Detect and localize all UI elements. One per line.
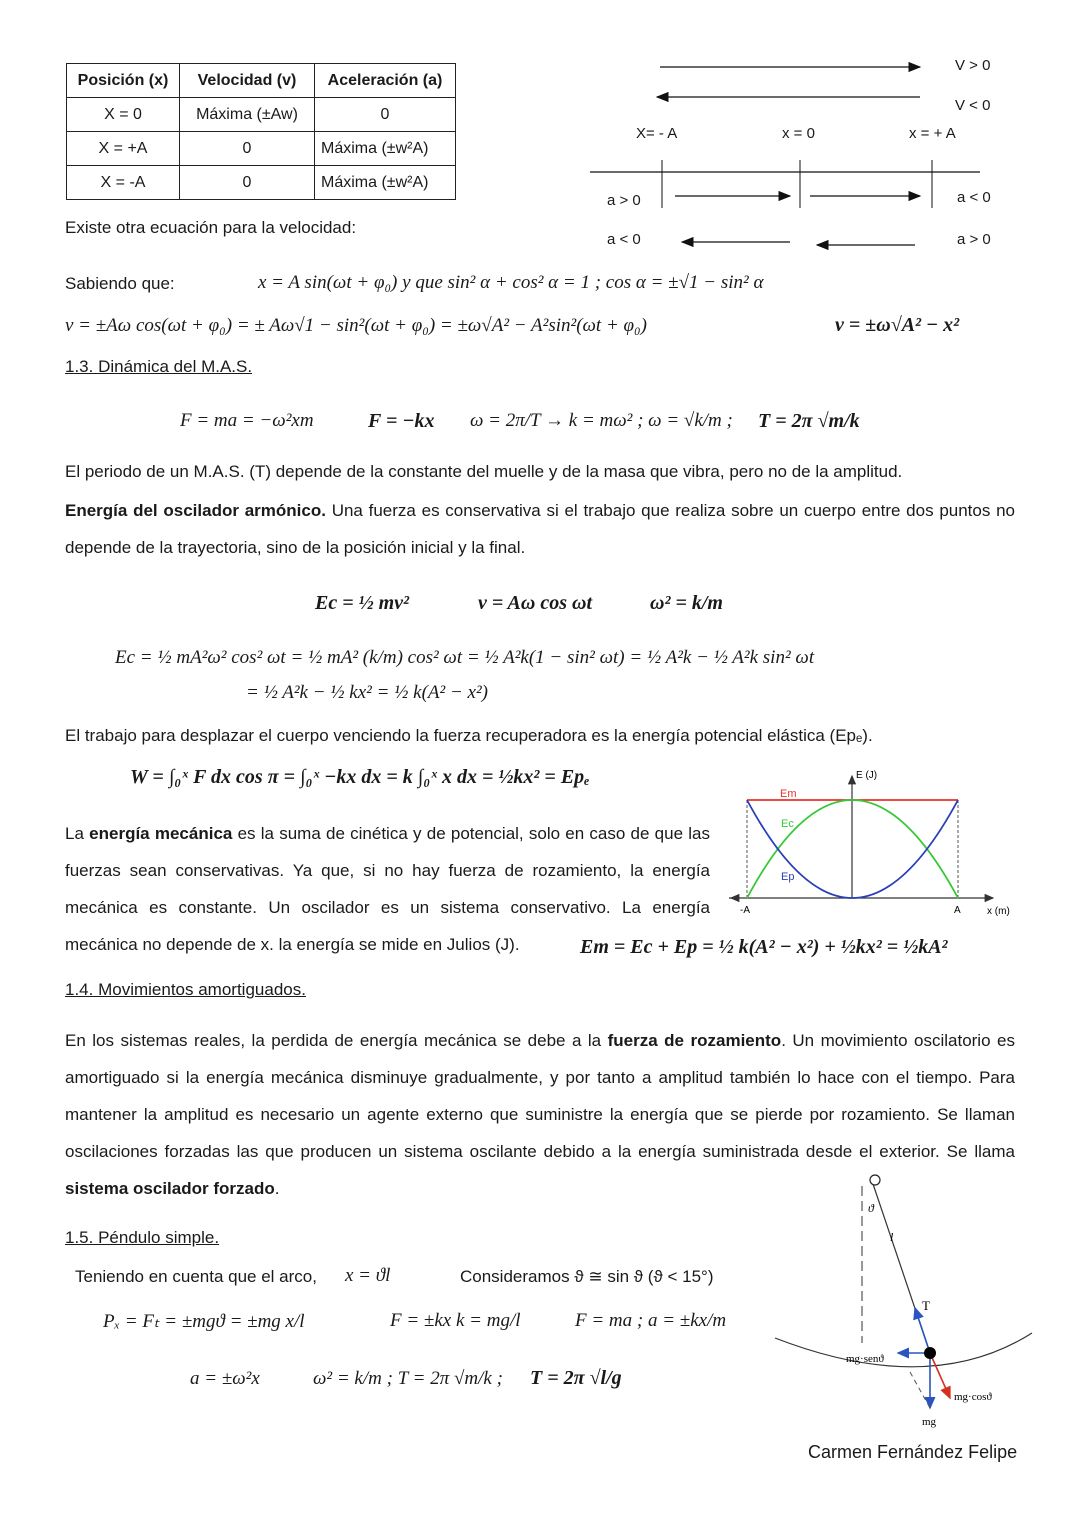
work-text: El trabajo para desplazar el cuerpo venciendo la fuerza recuperadora es la energía potencial elástica (Epₑ). bbox=[65, 726, 873, 745]
identity-equation: x = A sin(ωt + φ₀) y que sin² α + cos² α = 1 ; cos α = ±√1 − sin² α bbox=[258, 272, 764, 293]
table-cell: X = -A bbox=[67, 166, 180, 200]
mechanical-text: es la suma de cinética y de potencial, solo en caso de que las fuerzas sean conservativas. Ya que, si no hay fuerza de rozamiento, la energía mecánica es constante. Un oscilador es un sistema conservativo. La energía mecánica no depende de x. la energía se mide en Julios (J). bbox=[65, 824, 710, 954]
pendulum-heading: 1.5. Péndulo simple. bbox=[65, 1228, 220, 1247]
energy-text: Una fuerza es conservativa si el trabajo que realiza sobre un cuerpo entre dos puntos no depende de la trayectoria, sino de la posición inicial y la final. bbox=[65, 501, 1016, 557]
table-cell: 0 bbox=[180, 166, 315, 200]
graph-x-label: x (m) bbox=[987, 906, 1010, 917]
table-cell: Máxima (±Aw) bbox=[180, 98, 315, 132]
pivot-icon bbox=[870, 1175, 880, 1185]
theta-label: ϑ bbox=[868, 1201, 874, 1215]
mechanical-pre: La bbox=[65, 824, 84, 843]
f-ma-equation: F = ma ; a = ±kx/m bbox=[575, 1310, 727, 1331]
table-row bbox=[67, 98, 456, 132]
table-cell: Máxima (±w²A) bbox=[315, 132, 456, 166]
em-label: Em bbox=[780, 788, 797, 800]
a-negative-right-label: a < 0 bbox=[957, 189, 991, 206]
omega-squared-equation: ω² = k/m bbox=[650, 592, 723, 614]
mechanical-bold: energía mecánica bbox=[89, 824, 233, 843]
other-equation-text: Existe otra ecuación para la velocidad: bbox=[65, 218, 357, 237]
kinetic-energy-equation: Ec = ½ mv² bbox=[315, 592, 410, 614]
motion-table bbox=[66, 63, 456, 200]
x-plus-a-label: x = + A bbox=[909, 125, 956, 142]
f-kx-equation: F = ±kx k = mg/l bbox=[390, 1310, 521, 1331]
a-positive-right-label: a > 0 bbox=[957, 231, 991, 248]
x-zero-label: x = 0 bbox=[782, 125, 815, 142]
projection-line bbox=[910, 1372, 930, 1408]
damped-bold-2: sistema oscilador forzado bbox=[65, 1179, 275, 1198]
energy-paragraph bbox=[65, 492, 1015, 566]
arc-path bbox=[775, 1333, 1032, 1367]
table-header-row bbox=[67, 64, 456, 98]
arc-text: Teniendo en cuenta que el arco, bbox=[75, 1267, 317, 1286]
table-cell: Máxima (±w²A) bbox=[315, 166, 456, 200]
graph-pos-a: A bbox=[954, 905, 961, 916]
omega-equation: ω = 2π/T → k = mω² ; ω = √k/m ; bbox=[470, 410, 733, 431]
kinetic-result-equation: = ½ A²k − ½ kx² = ½ k(A² − x²) bbox=[246, 682, 489, 703]
normal-arrow bbox=[930, 1353, 950, 1398]
graph-neg-a: -A bbox=[740, 905, 750, 916]
x-minus-a-label: X= - A bbox=[636, 125, 678, 142]
ec-label: Ec bbox=[781, 818, 794, 830]
length-label: l bbox=[890, 1230, 894, 1244]
consider-text: Consideramos ϑ ≅ sin ϑ (ϑ < 15°) bbox=[460, 1267, 714, 1286]
knowing-label: Sabiendo que: bbox=[65, 274, 175, 293]
ep-label: Ep bbox=[781, 871, 795, 883]
velocity-cos-equation: v = Aω cos ωt bbox=[478, 592, 593, 614]
graph-y-label: E (J) bbox=[856, 770, 878, 781]
table-header: Velocidad (v) bbox=[180, 64, 315, 98]
table-cell: 0 bbox=[180, 132, 315, 166]
energy-graph bbox=[725, 762, 1025, 920]
pendulum-period-equation: T = 2π √l/g bbox=[530, 1367, 622, 1389]
work-equation: W = ∫₀ˣ F dx cos π = ∫₀ˣ −kx dx = k ∫₀ˣ x dx = ½kx² = Epₑ bbox=[130, 766, 590, 788]
dynamics-heading: 1.3. Dinámica del M.A.S. bbox=[65, 357, 253, 376]
v-negative-label: V < 0 bbox=[955, 97, 991, 114]
newton-equation: F = ma = −ω²xm bbox=[180, 410, 314, 431]
damped-text-1: En los sistemas reales, la perdida de energía mecánica se debe a la bbox=[65, 1031, 602, 1050]
table-header: Aceleración (a) bbox=[315, 64, 456, 98]
mg-label: mg bbox=[922, 1416, 937, 1428]
damped-text-2: . Un movimiento oscilatorio es amortiguado si la energía mecánica disminuye gradualmente, y por tanto a amplitud también lo hace con el tiempo. Para mantener la amplitud es necesario un agente externo que suministre la energía que se pierde por rozamiento. Se llaman oscilaciones forzadas las que producen un sistema oscilante debido a la energía suministrada desde el exterior. Se llama bbox=[65, 1031, 1015, 1161]
sen-label: mg·senϑ bbox=[846, 1353, 884, 1365]
a-positive-left-label: a > 0 bbox=[607, 192, 641, 209]
author-name: Carmen Fernández Felipe bbox=[808, 1442, 1018, 1462]
table-header: Posición (x) bbox=[67, 64, 180, 98]
table-cell: 0 bbox=[315, 98, 456, 132]
period-text: El periodo de un M.A.S. (T) depende de la constante del muelle y de la masa que vibra, pero no de la amplitud. bbox=[65, 462, 903, 481]
mechanical-energy-equation: Em = Ec + Ep = ½ k(A² − x²) + ½kx² = ½kA² bbox=[580, 936, 948, 958]
period-equation: T = 2π √m/k bbox=[758, 410, 860, 432]
table-cell: X = +A bbox=[67, 132, 180, 166]
tension-arrow bbox=[915, 1308, 930, 1353]
table-row bbox=[67, 132, 456, 166]
tension-label: T bbox=[922, 1298, 930, 1313]
px-equation: Pₓ = Fₜ = ±mgϑ = ±mg x/l bbox=[103, 1311, 305, 1332]
energy-title: Energía del oscilador armónico. bbox=[65, 501, 326, 520]
velocity-acceleration-diagram bbox=[585, 50, 1005, 260]
v-positive-label: V > 0 bbox=[955, 57, 991, 74]
table-row bbox=[67, 166, 456, 200]
hooke-equation: F = −kx bbox=[368, 410, 435, 432]
table-cell: X = 0 bbox=[67, 98, 180, 132]
cos-label: mg·cosϑ bbox=[954, 1391, 992, 1403]
pendulum-diagram bbox=[770, 1168, 1040, 1440]
velocity-chain-equation: v = ±Aω cos(ωt + φ₀) = ± Aω√1 − sin²(ωt + φ₀) = ±ω√A² − A²sin²(ωt + φ₀) bbox=[65, 315, 647, 336]
kinetic-expansion-equation: Ec = ½ mA²ω² cos² ωt = ½ mA² (k/m) cos² ωt = ½ A²k(1 − sin² ωt) = ½ A²k − ½ A²k sin² ωt bbox=[115, 647, 815, 668]
arc-equation: x = ϑl bbox=[345, 1265, 391, 1286]
damped-text-3: . bbox=[274, 1179, 280, 1198]
damped-heading: 1.4. Movimientos amortiguados. bbox=[65, 980, 306, 999]
a-equation: a = ±ω²x bbox=[190, 1368, 260, 1389]
bob-icon bbox=[924, 1347, 936, 1359]
a-negative-left-label: a < 0 bbox=[607, 231, 641, 248]
velocity-result-equation: v = ±ω√A² − x² bbox=[835, 314, 960, 336]
damped-bold-1: fuerza de rozamiento bbox=[607, 1031, 782, 1050]
omega-k-equation: ω² = k/m ; T = 2π √m/k ; bbox=[313, 1368, 503, 1389]
